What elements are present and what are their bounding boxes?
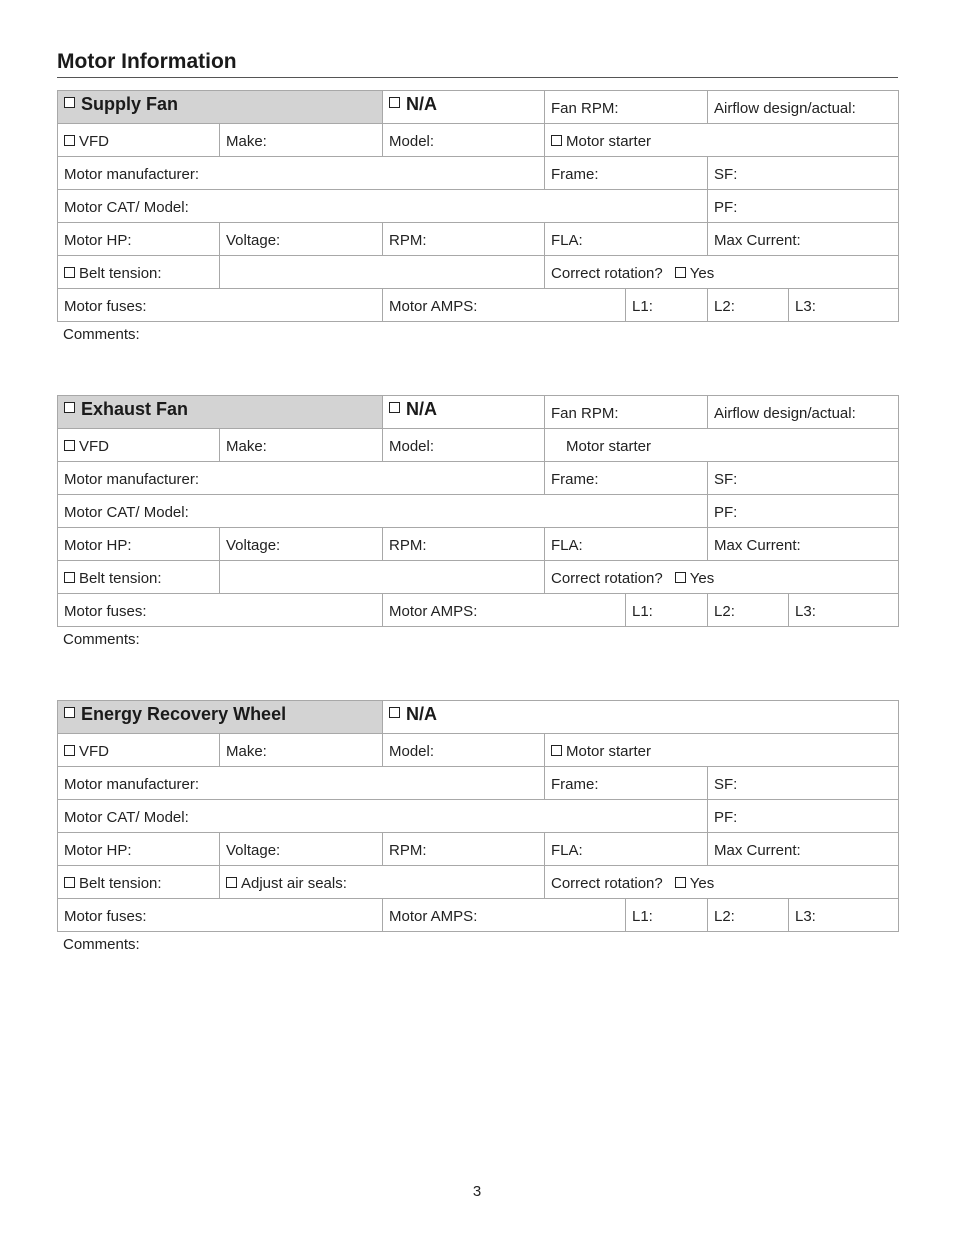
- supply-fan-fla-field[interactable]: FLA:: [545, 223, 708, 256]
- exhaust-fan-vfd-cell: VFD: [58, 429, 220, 462]
- exhaust-fan-belt-tension-value[interactable]: [220, 561, 545, 594]
- supply-fan-motor-manufacturer-field[interactable]: Motor manufacturer:: [58, 157, 545, 190]
- erw-motor-fuses-field[interactable]: Motor fuses:: [58, 899, 383, 932]
- supply-fan-motor-starter-checkbox[interactable]: [551, 135, 562, 146]
- erw-l2-field[interactable]: L2:: [708, 899, 789, 932]
- erw-fla-field[interactable]: FLA:: [545, 833, 708, 866]
- exhaust-fan-pf-field[interactable]: PF:: [708, 495, 899, 528]
- exhaust-fan-model-field[interactable]: Model:: [383, 429, 545, 462]
- exhaust-fan-comments[interactable]: Comments:: [63, 631, 140, 648]
- section-exhaust-fan: [57, 395, 898, 648]
- supply-fan-belt-tension-value[interactable]: [220, 256, 545, 289]
- exhaust-fan-voltage-field[interactable]: Voltage:: [220, 528, 383, 561]
- exhaust-fan-make-field[interactable]: Make:: [220, 429, 383, 462]
- supply-fan-header: Supply Fan: [58, 91, 383, 124]
- erw-vfd-cell: VFD: [58, 734, 220, 767]
- erw-checkbox[interactable]: [64, 707, 75, 718]
- supply-fan-l1-field[interactable]: L1:: [626, 289, 708, 322]
- exhaust-fan-header: Exhaust Fan: [58, 396, 383, 429]
- supply-fan-fan-rpm-field[interactable]: Fan RPM:: [545, 91, 708, 124]
- supply-fan-motor-starter-cell: Motor starter: [545, 124, 899, 157]
- exhaust-fan-motor-manufacturer-field[interactable]: Motor manufacturer:: [58, 462, 545, 495]
- erw-l1-field[interactable]: L1:: [626, 899, 708, 932]
- erw-adjust-air-seals-cell: Adjust air seals:: [220, 866, 545, 899]
- exhaust-fan-motor-starter-cell[interactable]: Motor starter: [545, 429, 899, 462]
- erw-motor-hp-field[interactable]: Motor HP:: [58, 833, 220, 866]
- supply-fan-yes-checkbox[interactable]: [675, 267, 686, 278]
- exhaust-fan-checkbox[interactable]: [64, 402, 75, 413]
- exhaust-fan-l3-field[interactable]: L3:: [789, 594, 899, 627]
- supply-fan-checkbox[interactable]: [64, 97, 75, 108]
- supply-fan-voltage-field[interactable]: Voltage:: [220, 223, 383, 256]
- exhaust-fan-motor-amps-field[interactable]: Motor AMPS:: [383, 594, 626, 627]
- exhaust-fan-rpm-field[interactable]: RPM:: [383, 528, 545, 561]
- erw-motor-starter-checkbox[interactable]: [551, 745, 562, 756]
- erw-l3-field[interactable]: L3:: [789, 899, 899, 932]
- exhaust-fan-na-cell: N/A: [383, 396, 545, 429]
- supply-fan-make-field[interactable]: Make:: [220, 124, 383, 157]
- page-number: 3: [472, 1183, 482, 1200]
- erw-na-cell: N/A: [383, 701, 899, 734]
- exhaust-fan-belt-tension-checkbox[interactable]: [64, 572, 75, 583]
- exhaust-fan-motor-cat-model-field[interactable]: Motor CAT/ Model:: [58, 495, 708, 528]
- exhaust-fan-airflow-field[interactable]: Airflow design/actual:: [708, 396, 899, 429]
- erw-frame-field[interactable]: Frame:: [545, 767, 708, 800]
- title-divider: [57, 77, 898, 78]
- erw-motor-cat-model-field[interactable]: Motor CAT/ Model:: [58, 800, 708, 833]
- supply-fan-comments[interactable]: Comments:: [63, 326, 140, 343]
- exhaust-fan-belt-tension-cell: Belt tension:: [58, 561, 220, 594]
- erw-header: Energy Recovery Wheel: [58, 701, 383, 734]
- exhaust-fan-sf-field[interactable]: SF:: [708, 462, 899, 495]
- exhaust-fan-fla-field[interactable]: FLA:: [545, 528, 708, 561]
- erw-model-field[interactable]: Model:: [383, 734, 545, 767]
- exhaust-fan-na-checkbox[interactable]: [389, 402, 400, 413]
- supply-fan-belt-tension-cell: Belt tension:: [58, 256, 220, 289]
- supply-fan-motor-amps-field[interactable]: Motor AMPS:: [383, 289, 626, 322]
- exhaust-fan-correct-rotation-cell: Correct rotation? Yes: [545, 561, 899, 594]
- erw-pf-field[interactable]: PF:: [708, 800, 899, 833]
- supply-fan-max-current-field[interactable]: Max Current:: [708, 223, 899, 256]
- erw-belt-tension-cell: Belt tension:: [58, 866, 220, 899]
- supply-fan-na-cell: N/A: [383, 91, 545, 124]
- erw-motor-manufacturer-field[interactable]: Motor manufacturer:: [58, 767, 545, 800]
- supply-fan-motor-cat-model-field[interactable]: Motor CAT/ Model:: [58, 190, 708, 223]
- erw-max-current-field[interactable]: Max Current:: [708, 833, 899, 866]
- supply-fan-pf-field[interactable]: PF:: [708, 190, 899, 223]
- exhaust-fan-motor-hp-field[interactable]: Motor HP:: [58, 528, 220, 561]
- erw-belt-tension-checkbox[interactable]: [64, 877, 75, 888]
- exhaust-fan-vfd-checkbox[interactable]: [64, 440, 75, 451]
- supply-fan-rpm-field[interactable]: RPM:: [383, 223, 545, 256]
- section-energy-recovery-wheel: [57, 700, 898, 953]
- supply-fan-motor-hp-field[interactable]: Motor HP:: [58, 223, 220, 256]
- exhaust-fan-motor-fuses-field[interactable]: Motor fuses:: [58, 594, 383, 627]
- supply-fan-table: [57, 90, 899, 322]
- supply-fan-vfd-checkbox[interactable]: [64, 135, 75, 146]
- supply-fan-l2-field[interactable]: L2:: [708, 289, 789, 322]
- supply-fan-correct-rotation-cell: Correct rotation? Yes: [545, 256, 899, 289]
- erw-motor-starter-cell: Motor starter: [545, 734, 899, 767]
- energy-recovery-wheel-table: [57, 700, 899, 932]
- supply-fan-sf-field[interactable]: SF:: [708, 157, 899, 190]
- supply-fan-motor-fuses-field[interactable]: Motor fuses:: [58, 289, 383, 322]
- exhaust-fan-l1-field[interactable]: L1:: [626, 594, 708, 627]
- supply-fan-airflow-field[interactable]: Airflow design/actual:: [708, 91, 899, 124]
- erw-rpm-field[interactable]: RPM:: [383, 833, 545, 866]
- supply-fan-l3-field[interactable]: L3:: [789, 289, 899, 322]
- erw-na-checkbox[interactable]: [389, 707, 400, 718]
- supply-fan-frame-field[interactable]: Frame:: [545, 157, 708, 190]
- exhaust-fan-max-current-field[interactable]: Max Current:: [708, 528, 899, 561]
- erw-yes-checkbox[interactable]: [675, 877, 686, 888]
- exhaust-fan-yes-checkbox[interactable]: [675, 572, 686, 583]
- exhaust-fan-frame-field[interactable]: Frame:: [545, 462, 708, 495]
- erw-vfd-checkbox[interactable]: [64, 745, 75, 756]
- erw-voltage-field[interactable]: Voltage:: [220, 833, 383, 866]
- erw-comments[interactable]: Comments:: [63, 936, 140, 953]
- supply-fan-vfd-cell: VFD: [58, 124, 220, 157]
- supply-fan-belt-tension-checkbox[interactable]: [64, 267, 75, 278]
- erw-sf-field[interactable]: SF:: [708, 767, 899, 800]
- page-title: Motor Information: [57, 50, 237, 73]
- supply-fan-model-field[interactable]: Model:: [383, 124, 545, 157]
- exhaust-fan-table: [57, 395, 899, 627]
- erw-adjust-air-seals-checkbox[interactable]: [226, 877, 237, 888]
- supply-fan-na-checkbox[interactable]: [389, 97, 400, 108]
- erw-motor-amps-field[interactable]: Motor AMPS:: [383, 899, 626, 932]
- section-supply-fan: [57, 90, 898, 343]
- exhaust-fan-fan-rpm-field[interactable]: Fan RPM:: [545, 396, 708, 429]
- erw-make-field[interactable]: Make:: [220, 734, 383, 767]
- erw-correct-rotation-cell: Correct rotation? Yes: [545, 866, 899, 899]
- exhaust-fan-l2-field[interactable]: L2:: [708, 594, 789, 627]
